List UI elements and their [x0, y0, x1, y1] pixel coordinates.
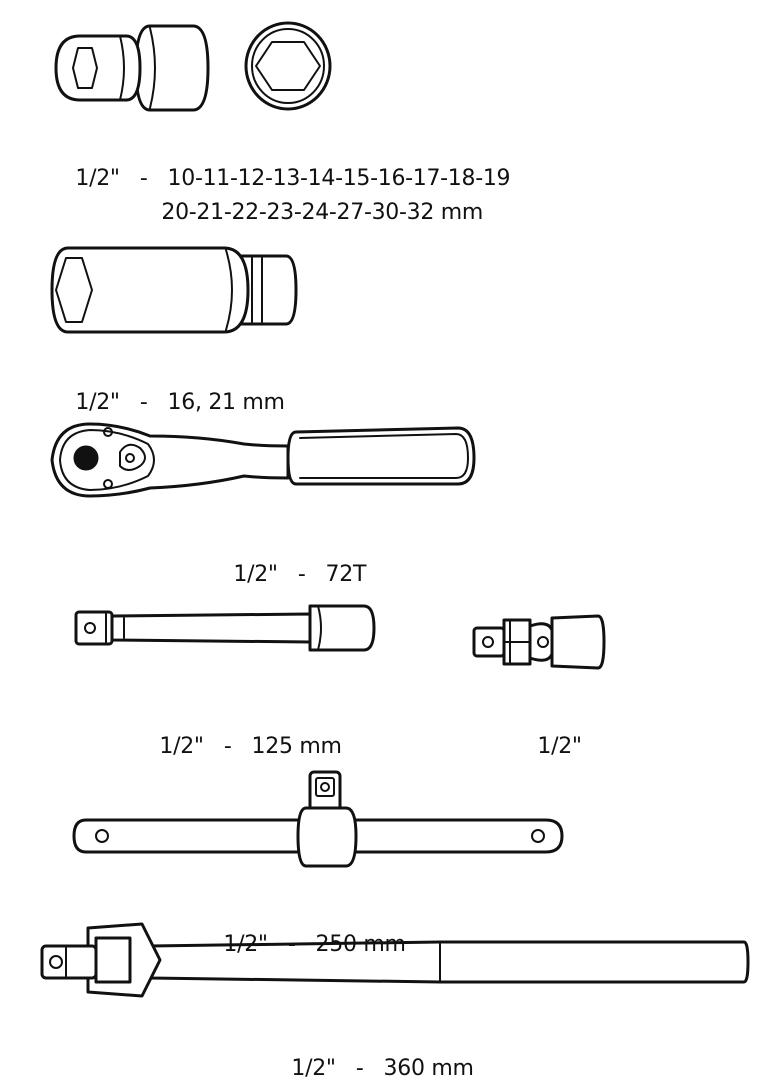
- spec-text: 16, 21 mm: [167, 390, 285, 415]
- size-text: 1/2": [233, 562, 278, 587]
- size-text: 1/2": [75, 166, 120, 191]
- spark-plug-socket-icon: [52, 248, 296, 332]
- dash-text: -: [223, 734, 232, 759]
- dash-text: -: [297, 562, 306, 587]
- size-text: 1/2": [291, 1056, 336, 1081]
- label-row-5: [210, 906, 406, 958]
- spec-text: 360 mm: [383, 1056, 474, 1081]
- dash-text: -: [139, 166, 148, 191]
- universal-joint-icon: [474, 616, 604, 668]
- spec-text: 72T: [325, 562, 367, 587]
- label-row-3: [146, 708, 342, 760]
- spec-text: 10-11-12-13-14-15-16-17-18-19: [167, 166, 511, 191]
- dash-text: -: [287, 932, 296, 957]
- label-row-1: [62, 364, 285, 416]
- size-text: 1/2": [75, 390, 120, 415]
- label-row-0-line2: [148, 174, 483, 226]
- label-row-6: [278, 1030, 474, 1082]
- dash-text: -: [139, 390, 148, 415]
- spec-text-line2: 20-21-22-23-24-27-30-32 mm: [161, 200, 483, 225]
- hex-socket-end-icon: [246, 23, 330, 109]
- ratchet-icon: [52, 424, 474, 496]
- label-row-2: [220, 536, 366, 588]
- dash-text: -: [355, 1056, 364, 1081]
- size-text: 1/2": [159, 734, 204, 759]
- spec-text: 250 mm: [315, 932, 406, 957]
- label-row-4: [524, 708, 582, 760]
- spec-text: 125 mm: [251, 734, 342, 759]
- extension-bar-icon: [76, 606, 374, 650]
- hex-socket-icon: [56, 26, 208, 110]
- size-text: 1/2": [223, 932, 268, 957]
- size-text: 1/2": [537, 734, 582, 759]
- t-handle-icon: [74, 772, 562, 866]
